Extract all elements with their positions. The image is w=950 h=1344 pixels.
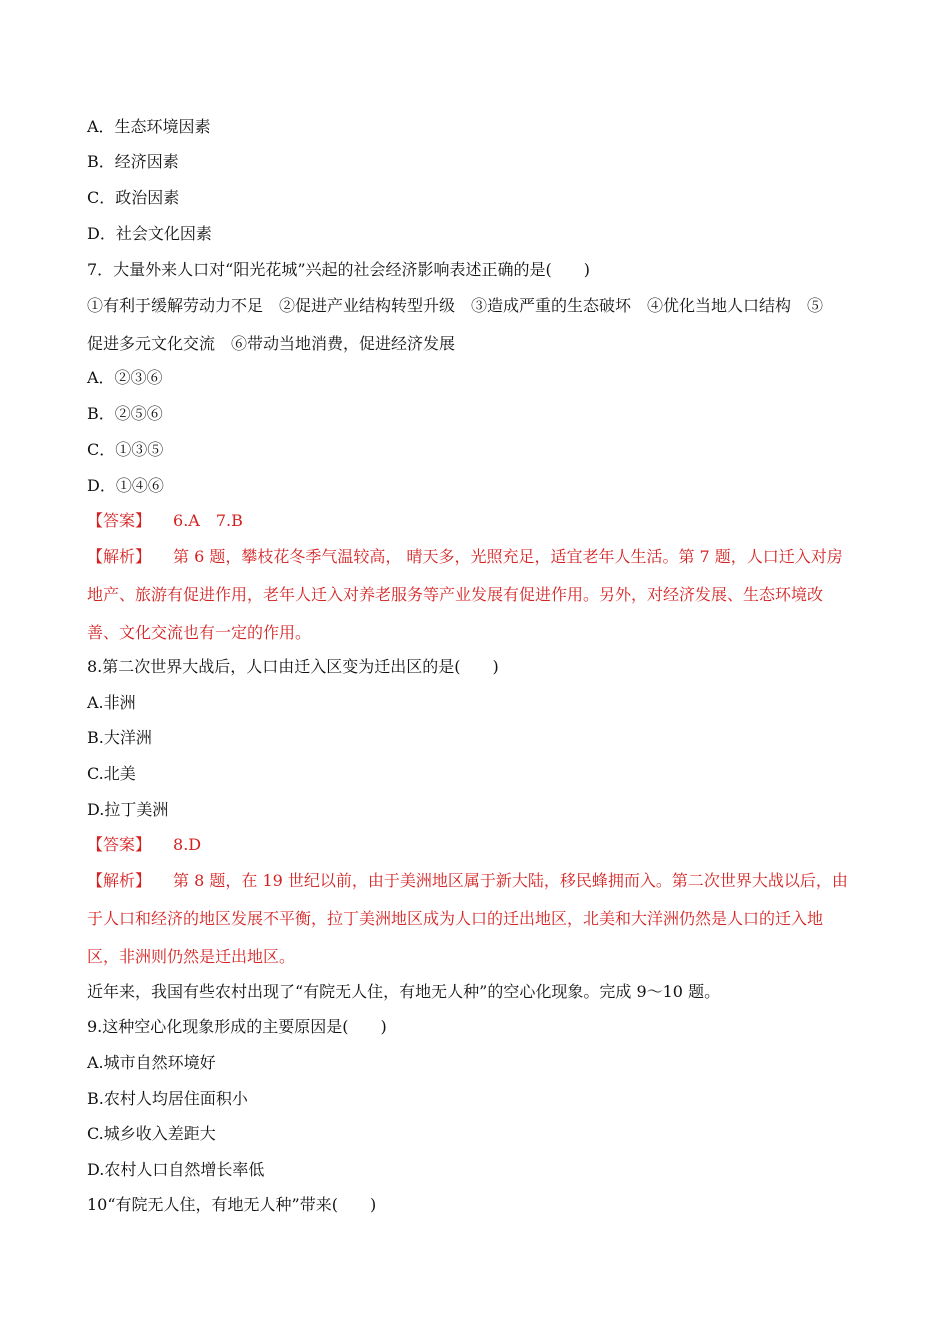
analysis-tag: 【解析】: [87, 871, 152, 890]
q8-option-c: C.北美: [87, 764, 136, 783]
q7-option-d: D．①④⑥: [87, 476, 164, 495]
analysis-text: 第 6 题，攀枝花冬季气温较高， 晴天多，光照充足，适宜老年人生活。第 7 题，人口迁入对房: [173, 547, 843, 566]
answer-text: 8.D: [173, 835, 202, 854]
q9-option-a: A.城市自然环境好: [87, 1053, 216, 1072]
q6-option-d: D．社会文化因素: [87, 224, 212, 243]
q10-stem: 10“有院无人住，有地无人种”带来( ): [87, 1195, 377, 1214]
analysis-6-7-line2: 地产、旅游有促进作用，老年人迁入对养老服务等产业发展有促进作用。另外，对经济发展、生态环境改: [87, 585, 824, 604]
intro-9-10: 近年来，我国有些农村出现了“有院无人住，有地无人种”的空心化现象。完成 9～10 题。: [87, 982, 721, 1001]
q7-option-c: C．①③⑤: [87, 440, 164, 459]
q7-stem: 7．大量外来人口对“阳光花城”兴起的社会经济影响表述正确的是( ): [87, 260, 591, 279]
analysis-6-7-line1: [87, 547, 843, 567]
q7-option-b: B．②⑤⑥: [87, 404, 163, 423]
q6-option-b: B．经济因素: [87, 152, 179, 171]
answer-tag: 【答案】: [87, 511, 152, 530]
analysis-tag: 【解析】: [87, 547, 152, 566]
answer-text: 6.A 7.B: [173, 511, 243, 530]
q6-option-c: C．政治因素: [87, 188, 180, 207]
q9-option-d: D.农村人口自然增长率低: [87, 1160, 265, 1179]
analysis-6-7-line3: 善、文化交流也有一定的作用。: [87, 623, 312, 642]
analysis-text: 第 8 题，在 19 世纪以前，由于美洲地区属于新大陆，移民蜂拥而入。第二次世界大战以后，由: [173, 871, 848, 890]
q9-option-c: C.城乡收入差距大: [87, 1124, 216, 1143]
analysis-8-line1: [87, 871, 848, 891]
analysis-8-line3: 区，非洲则仍然是迁出地区。: [87, 947, 296, 966]
q9-option-b: B.农村人均居住面积小: [87, 1089, 248, 1108]
q9-stem: 9.这种空心化现象形成的主要原因是( ): [87, 1017, 387, 1036]
q7-items-line1: ①有利于缓解劳动力不足 ②促进产业结构转型升级 ③造成严重的生态破坏 ④优化当地人口结构 ⑤: [87, 296, 824, 315]
q6-option-a: A．生态环境因素: [87, 117, 211, 136]
analysis-8-line2: 于人口和经济的地区发展不平衡，拉丁美洲地区成为人口的迁出地区，北美和大洋洲仍然是人口的迁入地: [87, 909, 824, 928]
q8-option-a: A.非洲: [87, 693, 136, 712]
answer-8: [87, 835, 201, 855]
q8-option-b: B.大洋洲: [87, 728, 152, 747]
q8-option-d: D.拉丁美洲: [87, 800, 169, 819]
q7-items-line2: 促进多元文化交流 ⑥带动当地消费，促进经济发展: [87, 334, 456, 353]
answer-tag: 【答案】: [87, 835, 152, 854]
q8-stem: 8.第二次世界大战后，人口由迁入区变为迁出区的是( ): [87, 657, 499, 676]
answer-6-7: [87, 511, 243, 531]
q7-option-a: A．②③⑥: [87, 368, 163, 387]
